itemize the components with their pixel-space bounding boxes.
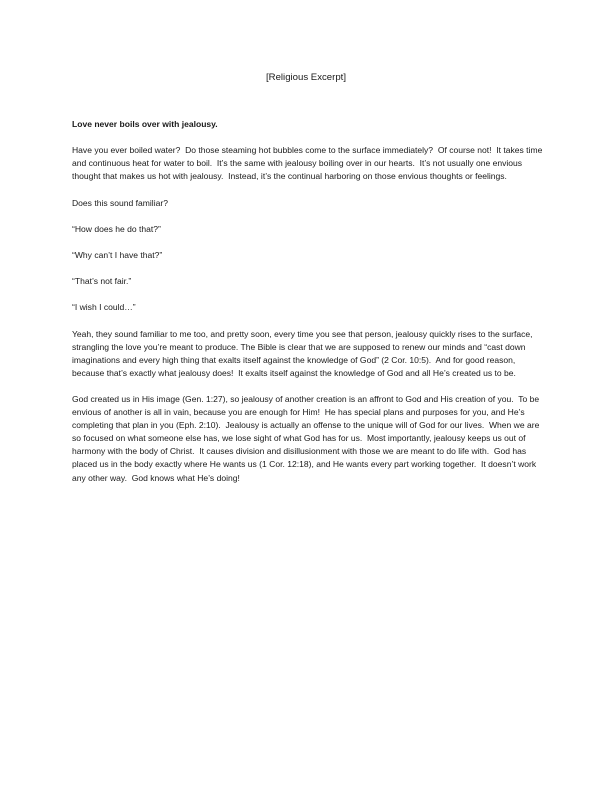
quote-i-wish: “I wish I could…” — [72, 302, 136, 313]
quote-not-fair: “That’s not fair.” — [72, 276, 132, 287]
paragraph-created-in-image: God created us in His image (Gen. 1:27), so jealousy of another creation is an affront to God and His creation of you. To be envious of another is all in vain, because you are enough for Him! He has special plans and purposes for you, and He’s completing that plan in you (Eph. 2:10). Jealousy is actually an offense to the unique will of God for our lives. When we are so focused on what someone else has, we lose sight of what God has for us. Most importantly, jealousy keeps us out of harmony with the body of Christ. It causes division and disillusionment with those we are meant to do life with. God has placed us in the body exactly where He wants us (1 Cor. 12:18), and He wants every part working together. It doesn’t work any other way. God knows what He’s doing! — [72, 393, 542, 483]
paragraph-boiled-water: Have you ever boiled water? Do those steaming hot bubbles come to the surface immediately? Of course not! It takes time and continuous heat for water to boil. It’s the same with jealousy boiling over in our hearts. It’s not usually one envious thought that makes us hot with jealousy. Instead, it’s the continual harboring on those envious thoughts or feelings. — [72, 145, 545, 182]
page-header: [Religious Excerpt] — [266, 72, 346, 83]
document-body — [72, 118, 544, 498]
quote-why-cant-i: “Why can’t I have that?” — [72, 249, 163, 260]
paragraph-renew-minds: Yeah, they sound familiar to me too, and pretty soon, every time you see that person, jealousy quickly rises to the surface, strangling the love you’re meant to produce. The Bible is clear that we are supposed to renew our minds and “cast down imaginations and every high thing that exalts itself against the knowledge of God” (2 Cor. 10:5). And for good reason, because that’s exactly what jealousy does! It exalts itself against the knowledge of God and all He’s created us to be. — [72, 328, 535, 378]
quote-how-does-he: “How does he do that?” — [72, 223, 161, 234]
section-title: Love never boils over with jealousy. — [72, 119, 218, 129]
paragraph-sound-familiar: Does this sound familiar? — [72, 197, 168, 208]
